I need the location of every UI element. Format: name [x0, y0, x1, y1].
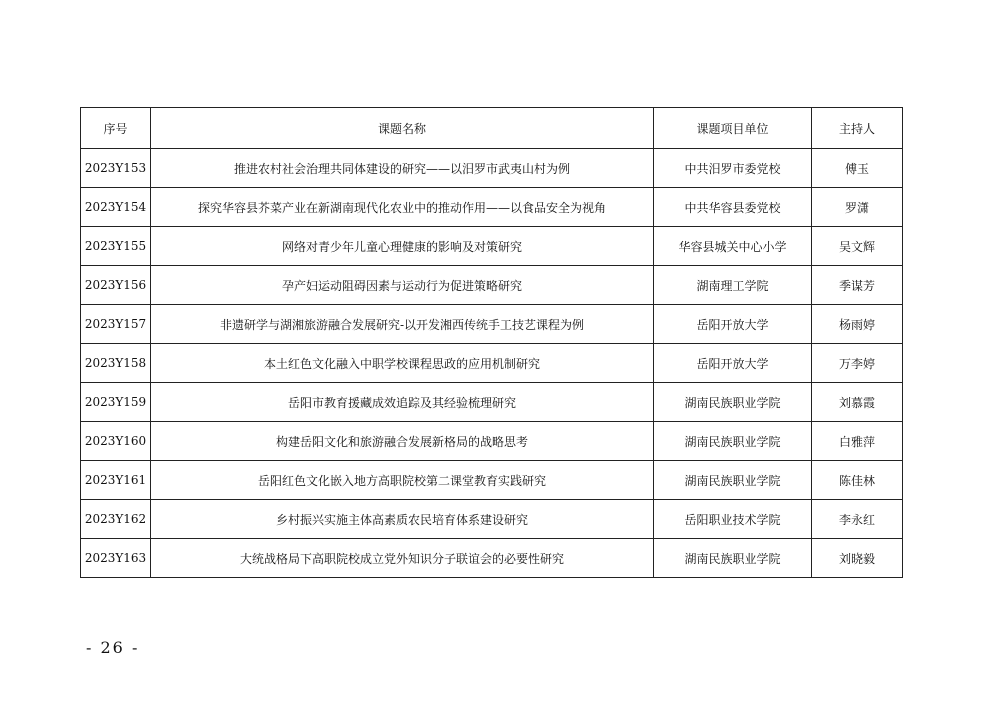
header-unit: 课题项目单位: [654, 108, 812, 149]
unit-cell: 湖南理工学院: [654, 266, 812, 305]
unit-cell: 中共华容县委党校: [654, 188, 812, 227]
host-cell: 刘慕霞: [812, 383, 903, 422]
serial-number-cell: 2023Y163: [81, 539, 151, 578]
serial-number-cell: 2023Y153: [81, 149, 151, 188]
topic-name-cell: 乡村振兴实施主体高素质农民培育体系建设研究: [151, 500, 654, 539]
page-number: - 26 -: [86, 638, 140, 657]
table-row: [81, 461, 903, 500]
topic-name-cell: 本土红色文化融入中职学校课程思政的应用机制研究: [151, 344, 654, 383]
serial-number-cell: 2023Y155: [81, 227, 151, 266]
table-row: [81, 383, 903, 422]
topic-name-cell: 岳阳红色文化嵌入地方高职院校第二课堂教育实践研究: [151, 461, 654, 500]
unit-cell: 华容县城关中心小学: [654, 227, 812, 266]
unit-cell: 湖南民族职业学院: [654, 422, 812, 461]
topic-name-cell: 构建岳阳文化和旅游融合发展新格局的战略思考: [151, 422, 654, 461]
table-row: [81, 149, 903, 188]
serial-number-cell: 2023Y158: [81, 344, 151, 383]
host-cell: 吴文辉: [812, 227, 903, 266]
serial-number-cell: 2023Y160: [81, 422, 151, 461]
unit-cell: 岳阳职业技术学院: [654, 500, 812, 539]
header-host: 主持人: [812, 108, 903, 149]
serial-number-cell: 2023Y159: [81, 383, 151, 422]
table-row: [81, 344, 903, 383]
topic-name-cell: 推进农村社会治理共同体建设的研究——以汨罗市武夷山村为例: [151, 149, 654, 188]
host-cell: 陈佳林: [812, 461, 903, 500]
topic-name-cell: 岳阳市教育援藏成效追踪及其经验梳理研究: [151, 383, 654, 422]
header-topic-name: 课题名称: [151, 108, 654, 149]
topic-name-cell: 大统战格局下高职院校成立党外知识分子联谊会的必要性研究: [151, 539, 654, 578]
table-row: [81, 539, 903, 578]
table-row: [81, 500, 903, 539]
table-row: [81, 227, 903, 266]
host-cell: 李永红: [812, 500, 903, 539]
project-table: [80, 107, 903, 578]
unit-cell: 岳阳开放大学: [654, 305, 812, 344]
host-cell: 万李婷: [812, 344, 903, 383]
topic-name-cell: 探究华容县芥菜产业在新湖南现代化农业中的推动作用——以食品安全为视角: [151, 188, 654, 227]
host-cell: 傅玉: [812, 149, 903, 188]
unit-cell: 岳阳开放大学: [654, 344, 812, 383]
topic-name-cell: 网络对青少年儿童心理健康的影响及对策研究: [151, 227, 654, 266]
host-cell: 刘晓毅: [812, 539, 903, 578]
serial-number-cell: 2023Y156: [81, 266, 151, 305]
unit-cell: 湖南民族职业学院: [654, 461, 812, 500]
table-row: [81, 422, 903, 461]
unit-cell: 中共汨罗市委党校: [654, 149, 812, 188]
table-header-row: [81, 108, 903, 149]
host-cell: 杨雨婷: [812, 305, 903, 344]
serial-number-cell: 2023Y154: [81, 188, 151, 227]
unit-cell: 湖南民族职业学院: [654, 383, 812, 422]
header-serial-number: 序号: [81, 108, 151, 149]
table-row: [81, 188, 903, 227]
table-row: [81, 305, 903, 344]
topic-name-cell: 非遗研学与湖湘旅游融合发展研究-以开发湘西传统手工技艺课程为例: [151, 305, 654, 344]
host-cell: 季谋芳: [812, 266, 903, 305]
serial-number-cell: 2023Y161: [81, 461, 151, 500]
unit-cell: 湖南民族职业学院: [654, 539, 812, 578]
host-cell: 罗潇: [812, 188, 903, 227]
table-row: [81, 266, 903, 305]
serial-number-cell: 2023Y157: [81, 305, 151, 344]
host-cell: 白雅萍: [812, 422, 903, 461]
serial-number-cell: 2023Y162: [81, 500, 151, 539]
topic-name-cell: 孕产妇运动阻碍因素与运动行为促进策略研究: [151, 266, 654, 305]
